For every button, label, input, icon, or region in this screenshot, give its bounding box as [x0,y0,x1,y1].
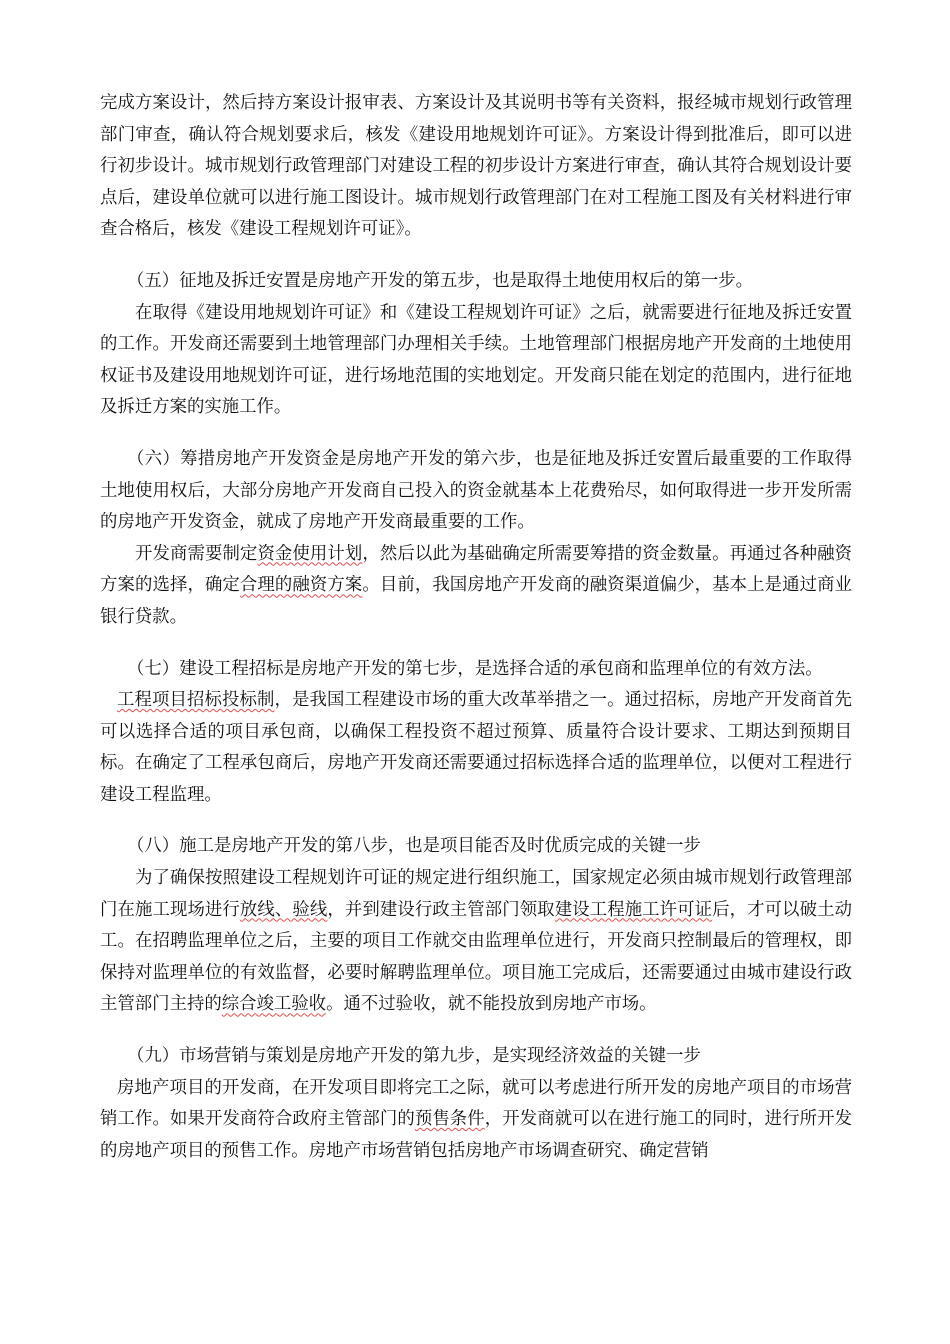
text: 为了确保按照建设工程规划许可证的规定进行组织施工，国家规定必须由城市规划行政管理部门在施工现场进行 [100,868,852,920]
section-5-body: 在取得《建设用地规划许可证》和《建设工程规划许可证》之后，就需要进行征地及拆迁安置的工作。开发商还需要到土地管理部门办理相关手续。土地管理部门根据房地产开发商的土地使用权证书及建设用地规划许可证，进行场地范围的实地划定。开发商只能在划定的范围内，进行征地及拆迁方案的实施工作。 [100,302,852,418]
underlined-term-fund-plan: 资金使用计划 [257,543,363,564]
document-page [100,88,852,1167]
section-5-heading: （五）征地及拆迁安置是房地产开发的第五步，也是取得土地使用权后的第一步。 [127,270,754,291]
paragraph-plan-design: 完成方案设计，然后持方案设计报审表、方案设计及其说明书等有关资料，报经城市规划行政管理部门审查，确认符合规划要求后，核发《建设用地规划许可证》。方案设计得到批准后，即可以进行初步设计。城市规划行政管理部门对建设工程的初步设计方案进行审查，确认其符合规划设计要点后，建设单位就可以进行施工图设计。城市规划行政管理部门在对工程施工图及有关材料进行审查合格后，核发《建设工程规划许可证》。 [100,93,852,240]
section-7-heading: （七）建设工程招标是房地产开发的第七步，是选择合适的承包商和监理单位的有效方法。 [127,658,823,679]
section-6-body [100,539,852,634]
underlined-term-layout-check: 放线、验线 [239,899,328,920]
text: 开发商需要制定 [135,543,258,564]
underlined-term-financing-plan: 合理的融资方案 [239,575,363,596]
section-8-body [100,863,852,1021]
underlined-term-presale-conditions: 预售条件 [414,1109,485,1130]
underlined-term-bidding-system: 工程项目招标投标制 [117,690,275,711]
text: 。目前，我国房地产开发商的融资渠道偏少，基本上是通过商业银行贷款。 [100,575,852,627]
section-9-body [100,1073,852,1168]
section-8-heading: （八）施工是房地产开发的第八步，也是项目能否及时优质完成的关键一步 [127,836,701,857]
text: ，并到建设行政主管部门领取 [327,899,555,920]
section-9-heading: （九）市场营销与策划是房地产开发的第九步，是实现经济效益的关键一步 [127,1046,701,1067]
text: ，是我国工程建设市场的重大改革举措之一。通过招标，房地产开发商首先可以选择合适的项目承包商，以确保工程投资不超过预算、质量符合设计要求、工期达到预期目标。在确定了工程承包商后，房地产开发商还需要通过招标选择合适的监理单位，以便对工程进行建设工程监理。 [100,690,852,805]
text: 。通不过验收，就不能投放到房地产市场。 [326,994,657,1015]
underlined-term-completion-acceptance: 综合竣工验收 [221,994,327,1015]
text: ，开发商就可以在进行施工的同时，进行所开发的房地产项目的预售工作。房地产市场营销包括房地产市场调查研究、确定营销 [100,1109,852,1161]
section-7-body [100,685,852,811]
underlined-term-construction-permit: 建设工程施工许可证 [554,899,713,920]
section-6-heading: （六）筹措房地产开发资金是房地产开发的第六步，也是征地及拆迁安置后最重要的工作取得土地使用权后，大部分房地产开发商自己投入的资金就基本上花费殆尽，如何取得进一步开发所需的房地产开发资金，就成了房地产开发商最重要的工作。 [100,448,852,533]
text: ，然后以此为基础确定所需要筹措的资金数量。再通过各种融资方案的选择，确定 [100,543,852,596]
text: 后，才可以破土动工。在招聘监理单位之后，主要的项目工作就交由监理单位进行，开发商只控制最后的管理权，即保持对监理单位的有效监督，必要时解聘监理单位。项目施工完成后，还需要通过由城市建设行政主管部门主持的 [100,899,852,1015]
text: 房地产项目的开发商，在开发项目即将完工之际，就可以考虑进行所开发的房地产项目的市场营销工作。如果开发商符合政府主管部门的 [100,1077,852,1130]
